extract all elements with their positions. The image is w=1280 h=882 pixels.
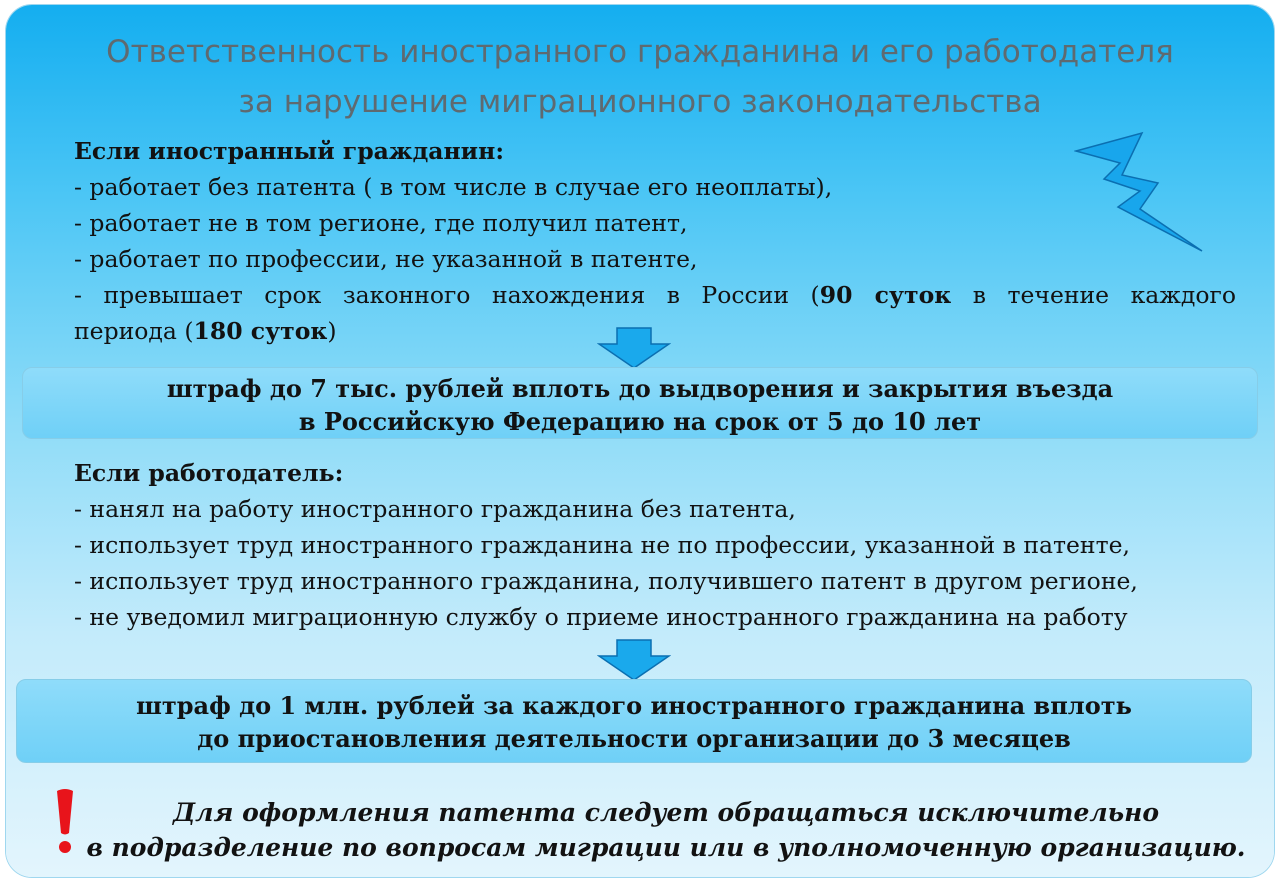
employer-penalty-box [16, 679, 1252, 763]
list-item: - нанял на работу иностранного гражданина без патента, [74, 495, 796, 523]
stay-text-4: ) [327, 317, 337, 345]
stay-text-2: в течение каждого [951, 281, 1236, 309]
list-item: - работает по профессии, не указанной в патенте, [74, 245, 698, 273]
note-line-2: в подразделение по вопросам миграции или в уполномоченную организацию. [86, 833, 1246, 862]
patent-note [86, 795, 1246, 865]
stay-text-1: - превышает срок законного нахождения в России ( [74, 281, 820, 309]
title-line-1: Ответственность иностранного гражданина и его работодателя [106, 34, 1174, 70]
list-item: - использует труд иностранного гражданина не по профессии, указанной в патенте, [74, 531, 1130, 559]
penalty-line-2: до приостановления деятельности организации до 3 месяцев [197, 724, 1071, 753]
title-line-2: за нарушение миграционного законодательства [238, 84, 1042, 120]
employer-section [74, 455, 1236, 635]
note-line-1: Для оформления патента следует обращаться исключительно [172, 798, 1160, 827]
arrow-down-icon [597, 639, 671, 681]
list-item: - использует труд иностранного гражданина, получившего патент в другом регионе, [74, 567, 1138, 595]
list-item: - работает не в том регионе, где получил патент, [74, 209, 688, 237]
stay-days-180: 180 суток [193, 317, 328, 345]
arrow-down-icon [597, 327, 671, 369]
list-item-stay-term [74, 277, 1236, 313]
penalty-line-1: штраф до 1 млн. рублей за каждого иностранного гражданина вплоть [136, 691, 1132, 720]
info-card [6, 5, 1274, 877]
penalty-line-1: штраф до 7 тыс. рублей вплоть до выдворения и закрытия въезда [166, 374, 1114, 403]
employer-heading: Если работодатель: [74, 459, 344, 487]
stay-days-90: 90 суток [819, 281, 952, 309]
penalty-line-2: в Российскую Федерацию на срок от 5 до 10 лет [298, 407, 982, 436]
page-title [6, 27, 1274, 127]
foreigner-section [74, 133, 1236, 349]
list-item: - работает без патента ( в том числе в случае его неоплаты), [74, 173, 833, 201]
stay-text-3: периода ( [74, 317, 194, 345]
foreigner-penalty-box [22, 367, 1258, 439]
list-item: - не уведомил миграционную службу о приеме иностранного гражданина на работу [74, 603, 1128, 631]
exclamation-icon [52, 787, 78, 857]
foreigner-heading: Если иностранный гражданин: [74, 137, 504, 165]
